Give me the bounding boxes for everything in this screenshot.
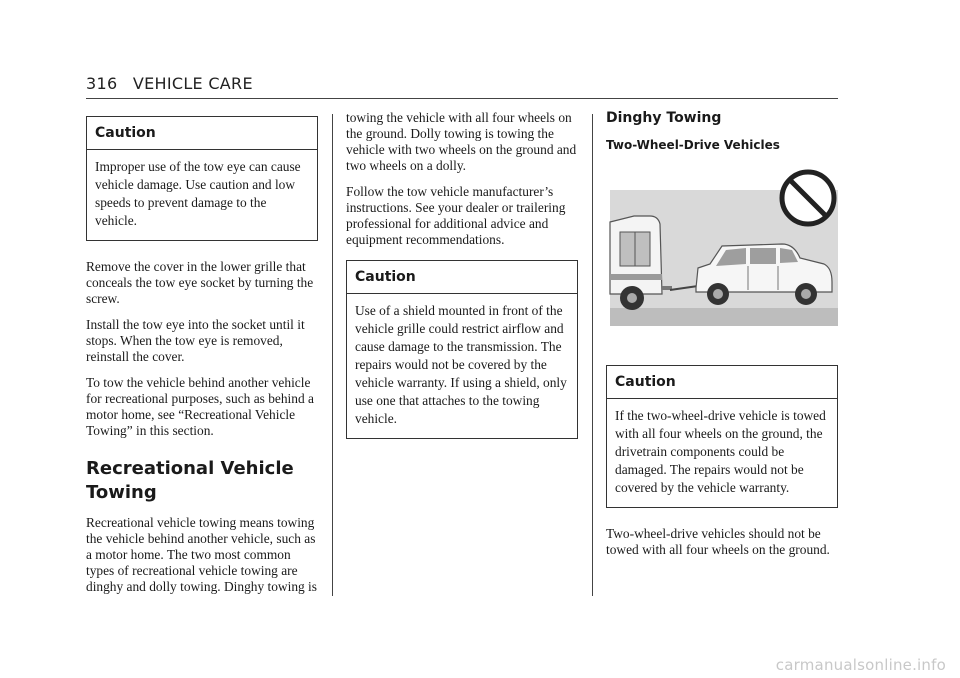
page-header bbox=[86, 74, 253, 93]
paragraph-recreational-intro: Recreational vehicle towing means towing the vehicle behind another vehicle, such as a motor home. The two most common types of recreational vehicle towing are dinghy and dolly towing. Dinghy towing is bbox=[86, 515, 317, 594]
paragraph-recreational-reference: To tow the vehicle behind another vehicle for recreational purposes, such as behind a motor home, see “Recreational Vehicle Towing” in this section. bbox=[86, 375, 314, 438]
caution-title: Caution bbox=[607, 366, 837, 399]
caution-box-shield bbox=[346, 260, 578, 439]
towing-illustration bbox=[606, 162, 838, 342]
caution-title: Caution bbox=[347, 261, 577, 294]
column-2 bbox=[346, 110, 578, 457]
watermark: carmanualsonline.info bbox=[775, 656, 946, 674]
column-divider-2 bbox=[592, 114, 593, 596]
subheading-two-wheel-drive: Two-Wheel-Drive Vehicles bbox=[606, 138, 780, 152]
column-1 bbox=[86, 110, 318, 605]
column-3 bbox=[606, 110, 838, 568]
column-divider-1 bbox=[332, 114, 333, 596]
section-title: VEHICLE CARE bbox=[132, 74, 253, 93]
paragraph-two-wheel-drive: Two-wheel-drive vehicles should not be towed with all four wheels on the ground. bbox=[606, 526, 830, 557]
paragraph-remove-cover: Remove the cover in the lower grille that conceals the tow eye socket by turning the screw. bbox=[86, 259, 314, 306]
heading-recreational-vehicle-towing: Recreational Vehicle Towing bbox=[86, 458, 294, 503]
page-number: 316 bbox=[86, 74, 118, 93]
caution-text: Use of a shield mounted in front of the vehicle grille could restrict airflow and cause damage to the transmission. The repairs would not be covered by the vehicle warranty. If using a shield, only use one that attaches to the towing vehicle. bbox=[355, 303, 567, 426]
paragraph-install-tow-eye: Install the tow eye into the socket until it stops. When the tow eye is removed, reinstall the cover. bbox=[86, 317, 305, 364]
caution-box-tow-eye bbox=[86, 116, 318, 241]
caution-text: Improper use of the tow eye can cause vehicle damage. Use caution and low speeds to prevent damage to the vehicle. bbox=[95, 159, 301, 228]
heading-dinghy-towing: Dinghy Towing bbox=[606, 110, 722, 126]
prohibition-icon bbox=[782, 172, 834, 224]
caution-box-two-wheel-drive bbox=[606, 365, 838, 508]
paragraph-manufacturer-instructions: Follow the tow vehicle manufacturer’s instructions. See your dealer or trailering professional for additional advice and equipment recommendations. bbox=[346, 184, 566, 247]
paragraph-dinghy-dolly: towing the vehicle with all four wheels on the ground. Dolly towing is towing the vehicle with two wheels on the ground and two wheels on a dolly. bbox=[346, 110, 577, 173]
header-rule bbox=[86, 98, 838, 99]
caution-text: If the two-wheel-drive vehicle is towed with all four wheels on the ground, the drivetrain components could be damaged. The repairs would not be covered by the vehicle warranty. bbox=[615, 408, 826, 495]
caution-title: Caution bbox=[87, 117, 317, 150]
ground bbox=[610, 308, 838, 326]
